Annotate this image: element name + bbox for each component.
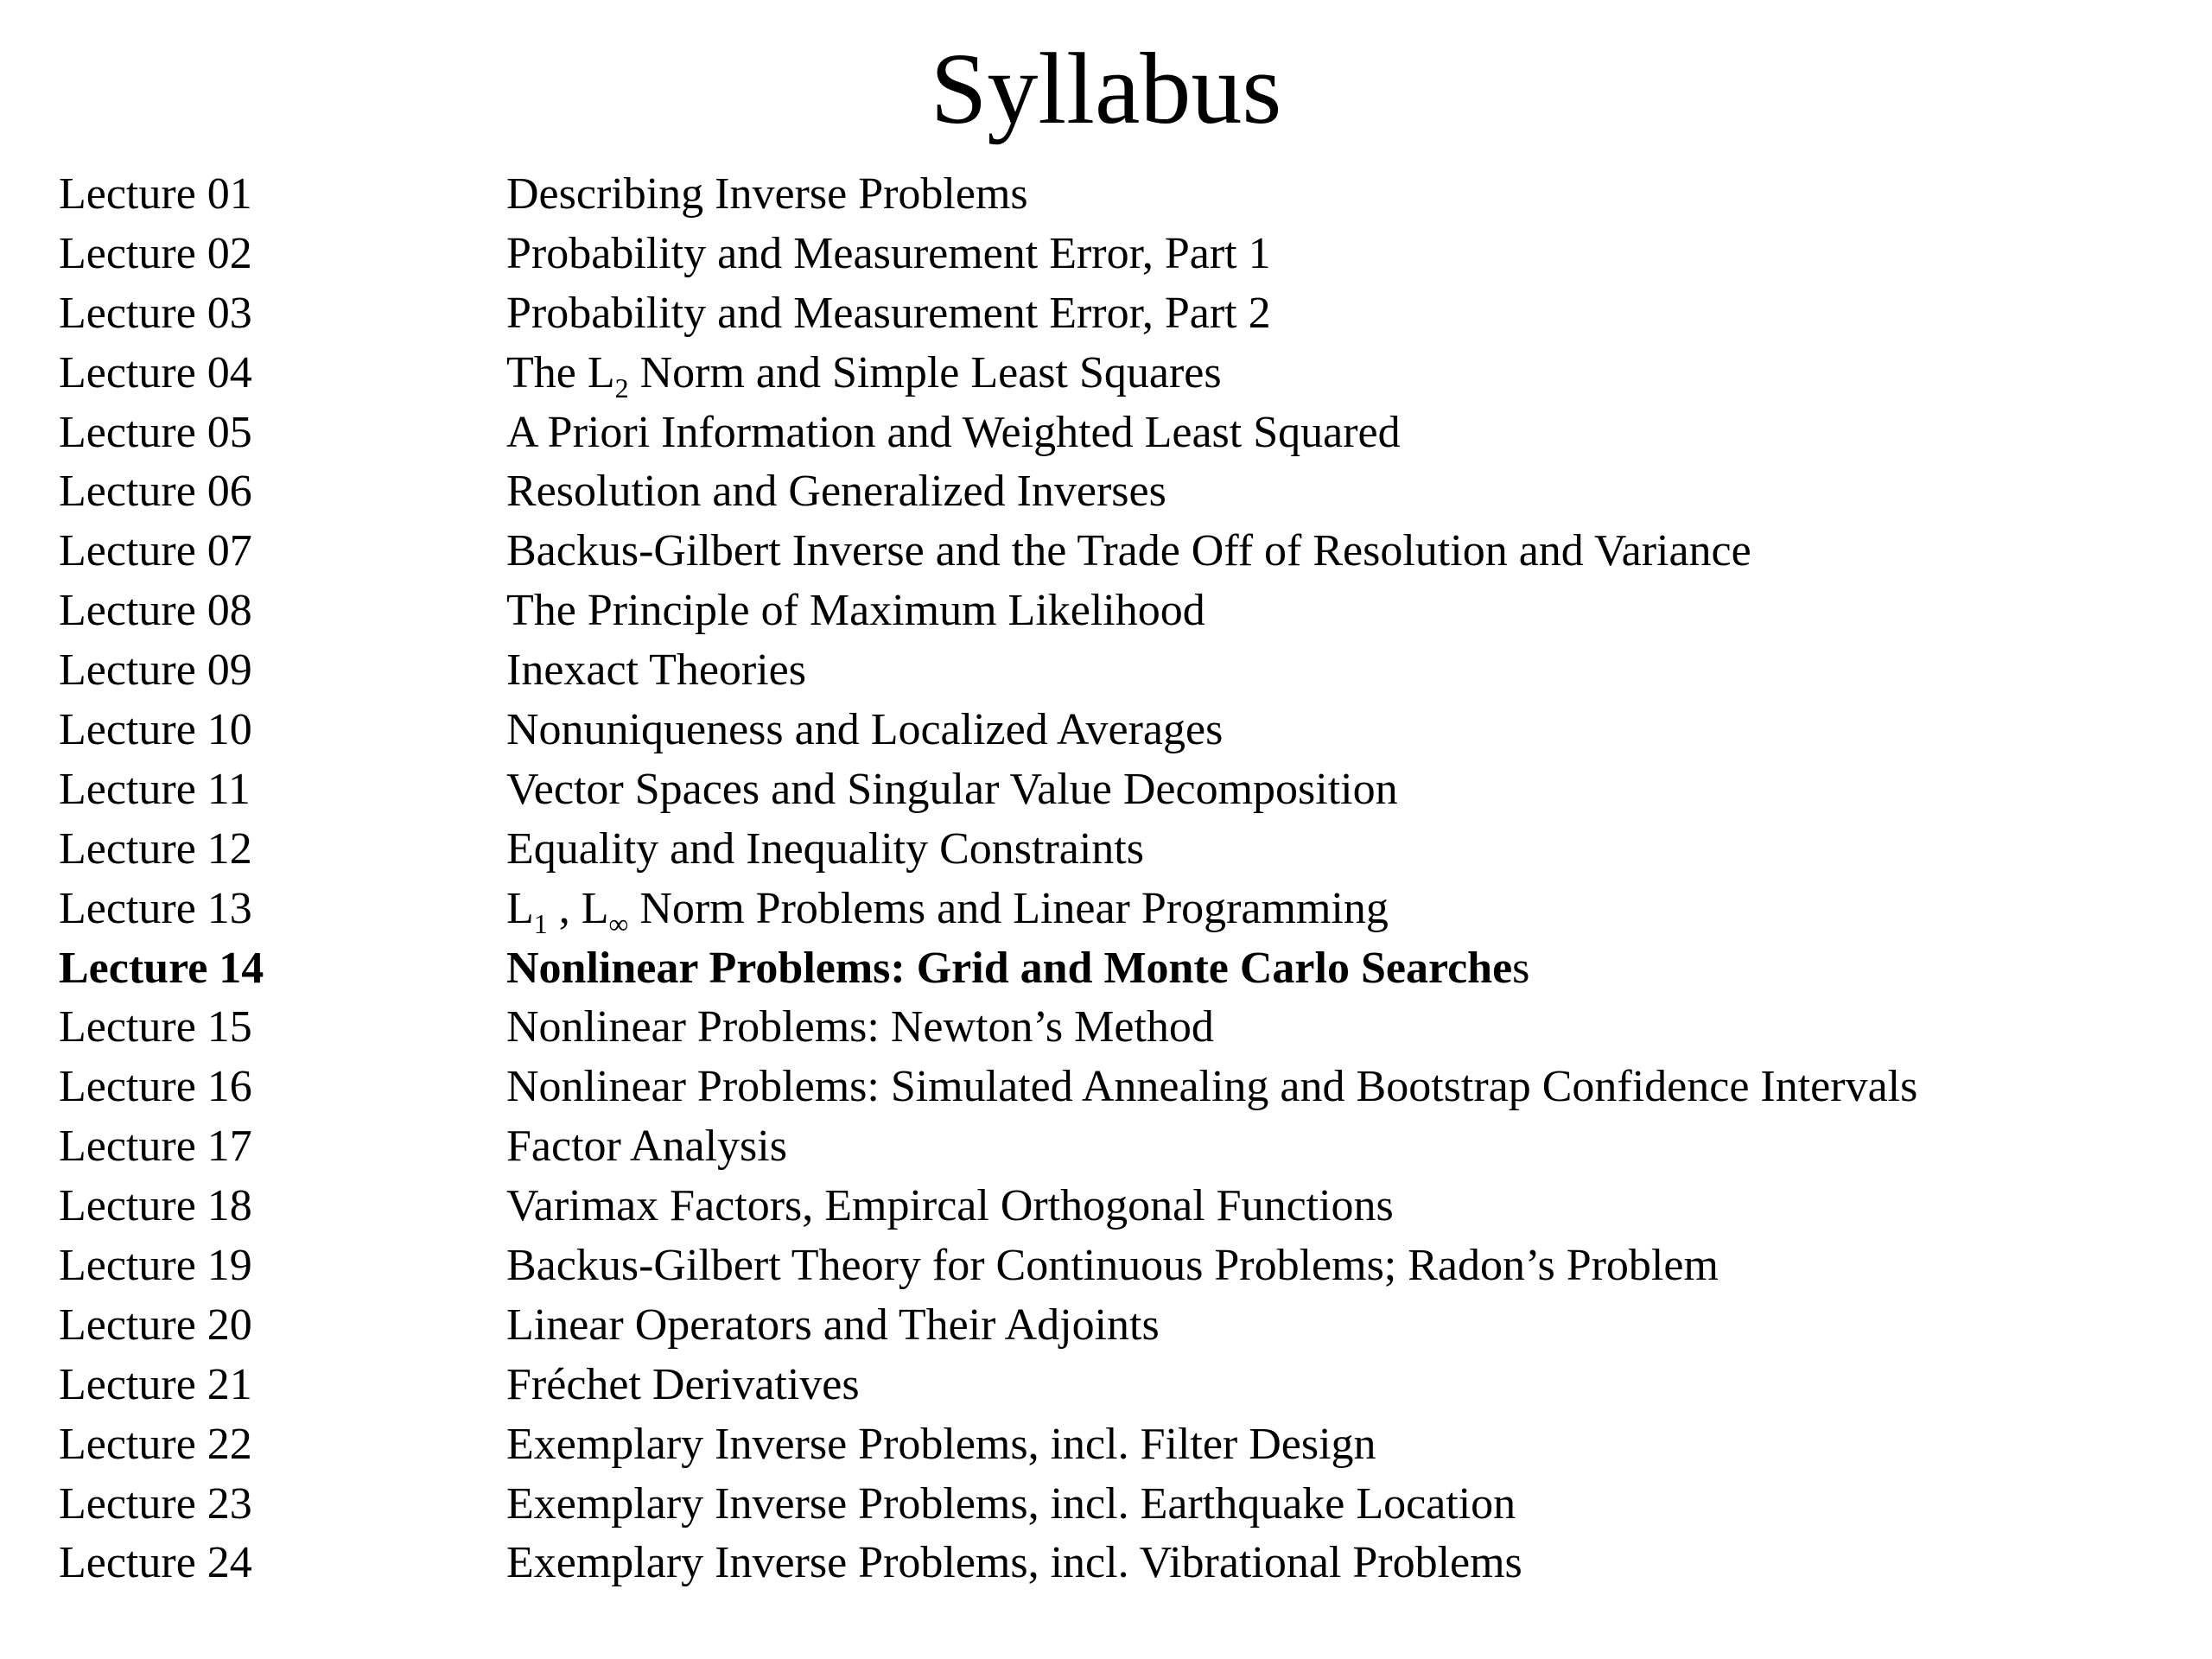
lecture-topic: Equality and Inequality Constraints (506, 823, 1144, 874)
lecture-topic: Factor Analysis (506, 1122, 787, 1172)
lecture-row (59, 640, 2202, 700)
lecture-number: Lecture 18 (59, 1181, 252, 1231)
lecture-row (59, 521, 2202, 581)
lecture-number: Lecture 23 (59, 1478, 252, 1529)
lecture-topic (506, 347, 2202, 404)
lecture-number: Lecture 10 (59, 704, 252, 754)
lecture-topic: Probability and Measurement Error, Part 2 (506, 288, 1271, 338)
lecture-row (59, 1414, 2202, 1474)
lecture-row (59, 1057, 2202, 1116)
lecture-number: Lecture 22 (59, 1419, 252, 1469)
lecture-topic: Describing Inverse Problems (506, 168, 1028, 219)
lecture-topic (506, 883, 2202, 939)
lecture-row (59, 879, 2202, 938)
lecture-number: Lecture 04 (59, 347, 252, 397)
lecture-row (59, 997, 2202, 1057)
lecture-topic: Exemplary Inverse Problems, incl. Vibrational Problems (506, 1538, 1522, 1588)
lecture-number: Lecture 16 (59, 1062, 252, 1112)
lecture-topic: Backus-Gilbert Theory for Continuous Problems; Radon’s Problem (506, 1240, 1719, 1290)
lecture-row (59, 283, 2202, 343)
lecture-row (59, 224, 2202, 283)
lecture-row (59, 1295, 2202, 1355)
topic-text: s (1512, 943, 1530, 993)
lecture-topic: Exemplary Inverse Problems, incl. Earthquake Location (506, 1478, 1516, 1529)
lecture-topic: Nonuniqueness and Localized Averages (506, 704, 1224, 754)
lecture-list (59, 164, 2202, 1592)
lecture-number: Lecture 09 (59, 645, 252, 696)
topic-text: , L (547, 883, 609, 933)
lecture-row (59, 581, 2202, 640)
lecture-row-current (59, 938, 2202, 998)
subscript: 1 (533, 907, 548, 939)
lecture-row (59, 343, 2202, 403)
lecture-row (59, 1116, 2202, 1176)
topic-text: Norm and Simple Least Squares (628, 347, 1222, 397)
lecture-number: Lecture 19 (59, 1240, 252, 1290)
lecture-row (59, 1355, 2202, 1414)
subscript: 2 (614, 372, 629, 404)
lecture-number: Lecture 05 (59, 407, 252, 457)
lecture-topic: Exemplary Inverse Problems, incl. Filter Design (506, 1419, 1376, 1469)
lecture-row (59, 461, 2202, 521)
lecture-number: Lecture 03 (59, 288, 252, 338)
topic-text: L (506, 883, 534, 933)
lecture-number: Lecture 20 (59, 1300, 252, 1350)
lecture-number: Lecture 24 (59, 1538, 252, 1588)
subscript: ∞ (608, 907, 629, 939)
lecture-row (59, 1474, 2202, 1534)
lecture-topic: Linear Operators and Their Adjoints (506, 1300, 1160, 1350)
lecture-topic (506, 943, 2202, 994)
lecture-number: Lecture 21 (59, 1359, 252, 1409)
lecture-number: Lecture 17 (59, 1122, 252, 1172)
lecture-number: Lecture 15 (59, 1002, 252, 1052)
lecture-topic: Inexact Theories (506, 645, 806, 696)
lecture-row (59, 760, 2202, 819)
lecture-topic: Resolution and Generalized Inverses (506, 467, 1166, 517)
lecture-topic: Probability and Measurement Error, Part 1 (506, 228, 1271, 278)
lecture-row (59, 1533, 2202, 1592)
lecture-topic: Backus-Gilbert Inverse and the Trade Off of Resolution and Variance (506, 526, 1751, 576)
lecture-number: Lecture 13 (59, 883, 252, 933)
lecture-topic: A Priori Information and Weighted Least Squared (506, 407, 1401, 457)
lecture-number: Lecture 14 (59, 943, 264, 993)
lecture-topic: Fréchet Derivatives (506, 1359, 860, 1409)
lecture-topic: Nonlinear Problems: Simulated Annealing and Bootstrap Confidence Intervals (506, 1062, 1918, 1112)
lecture-row (59, 1236, 2202, 1295)
lecture-number: Lecture 02 (59, 228, 252, 278)
lecture-row (59, 819, 2202, 879)
lecture-topic: Vector Spaces and Singular Value Decomposition (506, 764, 1398, 814)
lecture-row (59, 1176, 2202, 1236)
lecture-row (59, 403, 2202, 462)
lecture-number: Lecture 11 (59, 764, 251, 814)
lecture-topic: Nonlinear Problems: Newton’s Method (506, 1002, 1214, 1052)
topic-text: Nonlinear Problems: Grid and Monte Carlo Searche (506, 943, 1513, 993)
topic-text: Norm Problems and Linear Programming (628, 883, 1389, 933)
lecture-row (59, 164, 2202, 224)
lecture-number: Lecture 06 (59, 467, 252, 517)
lecture-topic: The Principle of Maximum Likelihood (506, 586, 1205, 636)
lecture-topic: Varimax Factors, Empircal Orthogonal Functions (506, 1181, 1394, 1231)
lecture-number: Lecture 08 (59, 586, 252, 636)
lecture-number: Lecture 12 (59, 823, 252, 874)
lecture-number: Lecture 01 (59, 168, 252, 219)
page-title: Syllabus (930, 32, 1282, 145)
topic-text: The L (506, 347, 615, 397)
lecture-number: Lecture 07 (59, 526, 252, 576)
lecture-row (59, 700, 2202, 760)
